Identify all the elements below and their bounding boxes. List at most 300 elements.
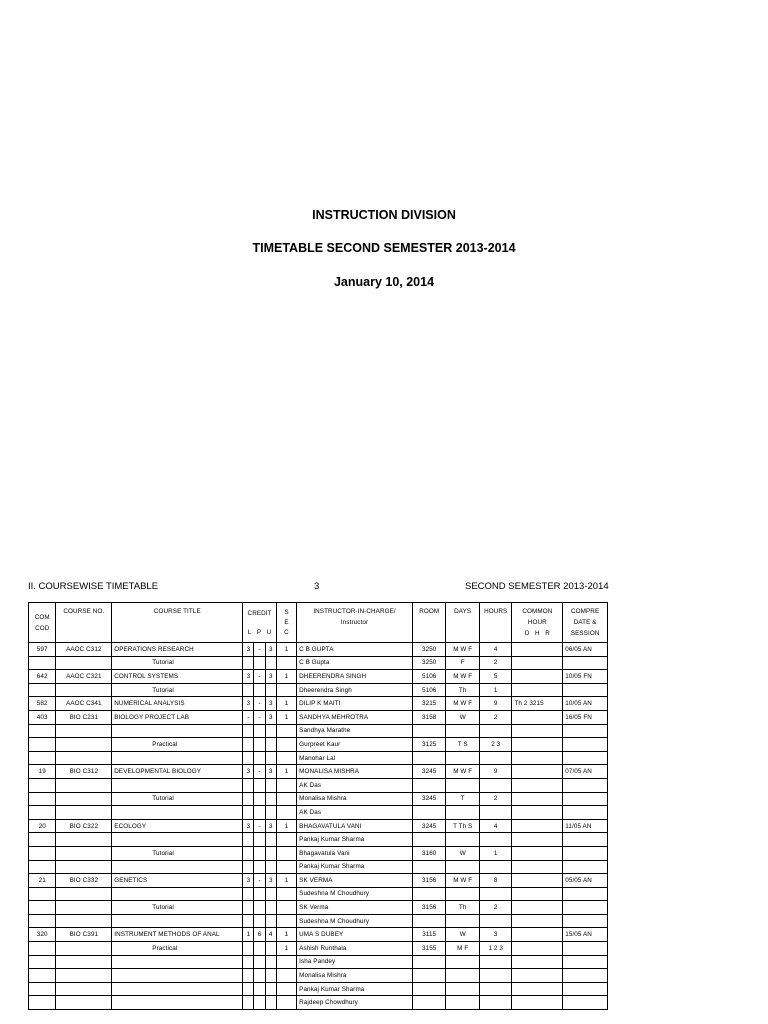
table-row	[29, 887, 608, 901]
hours-cell	[479, 982, 512, 996]
course-title-cell: GENETICS	[112, 874, 243, 888]
course-title-cell	[112, 969, 243, 983]
course-title-cell: Practical	[112, 738, 243, 752]
sec-cell: 1	[276, 765, 296, 779]
common-hour-cell	[512, 643, 563, 657]
course-no-cell: BIO C322	[56, 819, 112, 833]
hours-cell: 2	[479, 901, 512, 915]
table-row	[29, 969, 608, 983]
common-hour-cell	[512, 670, 563, 684]
course-no-cell: BIO C231	[56, 710, 112, 724]
days-cell: W	[446, 928, 480, 942]
course-title-cell: Practical	[112, 942, 243, 956]
common-hour-cell	[512, 792, 563, 806]
instructor-cell: SK Verma	[297, 901, 413, 915]
comcod-cell: 403	[29, 710, 56, 724]
credit-p-cell	[254, 914, 265, 928]
common-hour-cell	[512, 710, 563, 724]
col-credit	[243, 603, 277, 643]
compre-cell: 15/05 AN	[563, 928, 608, 942]
common-hour-label: COMMON HOUR	[522, 608, 553, 626]
course-no-cell	[56, 724, 112, 738]
comcod-cell: 597	[29, 643, 56, 657]
compre-cell	[563, 901, 608, 915]
comcod-cell: 642	[29, 670, 56, 684]
credit-p-cell	[254, 738, 265, 752]
compre-cell	[563, 955, 608, 969]
comcod-cell	[29, 683, 56, 697]
credit-label: CREDIT	[247, 609, 272, 617]
days-cell: F	[446, 656, 480, 670]
days-cell	[446, 887, 480, 901]
hours-cell: 2 3	[479, 738, 512, 752]
credit-l-cell	[243, 778, 254, 792]
course-no-cell	[56, 683, 112, 697]
hours-cell	[479, 955, 512, 969]
credit-l-cell	[243, 738, 254, 752]
course-no-cell	[56, 955, 112, 969]
sec-cell: 1	[276, 697, 296, 711]
sec-cell	[276, 778, 296, 792]
comcod-cell	[29, 982, 56, 996]
table-row	[29, 683, 608, 697]
course-no-cell	[56, 982, 112, 996]
table-row	[29, 874, 608, 888]
room-cell	[412, 982, 446, 996]
hours-cell: 5	[479, 670, 512, 684]
comcod-cell	[29, 914, 56, 928]
table-row	[29, 806, 608, 820]
credit-u-cell	[265, 724, 276, 738]
sec-cell: 1	[276, 928, 296, 942]
course-no-cell	[56, 806, 112, 820]
days-cell: Th	[446, 901, 480, 915]
credit-u-cell	[265, 683, 276, 697]
instructor-cell: Ashish Runthala	[297, 942, 413, 956]
hours-cell	[479, 887, 512, 901]
credit-u-cell	[265, 955, 276, 969]
sec-cell: 1	[276, 874, 296, 888]
semester-label: SECOND SEMESTER 2013-2014	[465, 581, 609, 592]
instructor-cell: C B Gupta	[297, 656, 413, 670]
credit-u-cell	[265, 942, 276, 956]
col-instructor: INSTRUCTOR-IN-CHARGE/ Instructor	[297, 603, 413, 643]
comcod-cell: 582	[29, 697, 56, 711]
room-cell: 3160	[412, 846, 446, 860]
instructor-cell: AK Das	[297, 806, 413, 820]
comcod-cell	[29, 806, 56, 820]
room-cell: 5106	[412, 683, 446, 697]
sec-cell	[276, 901, 296, 915]
credit-u-cell	[265, 901, 276, 915]
sec-cell: 1	[276, 643, 296, 657]
table-row	[29, 778, 608, 792]
common-hour-cell	[512, 751, 563, 765]
credit-p-cell	[254, 846, 265, 860]
instructor-cell: MONALISA MISHRA	[297, 765, 413, 779]
comcod-cell	[29, 656, 56, 670]
common-hour-cell	[512, 833, 563, 847]
course-no-cell	[56, 969, 112, 983]
common-hour-cell	[512, 765, 563, 779]
room-cell: 3115	[412, 928, 446, 942]
credit-p-cell	[254, 683, 265, 697]
credit-sub-label: L P U	[247, 628, 272, 636]
room-cell	[412, 724, 446, 738]
days-cell: T S	[446, 738, 480, 752]
course-title-cell: BIOLOGY PROJECT LAB	[112, 710, 243, 724]
room-cell	[412, 751, 446, 765]
days-cell: W	[446, 710, 480, 724]
instructor-cell: DILIP K MAITI	[297, 697, 413, 711]
instructor-cell: AK Das	[297, 778, 413, 792]
common-hour-cell	[512, 996, 563, 1010]
instructor-cell: Gurpreet Kaur	[297, 738, 413, 752]
room-cell	[412, 806, 446, 820]
hours-cell: 9	[479, 697, 512, 711]
course-title-cell	[112, 724, 243, 738]
comcod-cell	[29, 887, 56, 901]
hours-cell	[479, 751, 512, 765]
compre-cell	[563, 969, 608, 983]
comcod-cell: 320	[29, 928, 56, 942]
course-no-cell	[56, 751, 112, 765]
credit-l-cell	[243, 724, 254, 738]
room-cell	[412, 778, 446, 792]
common-hour-cell	[512, 901, 563, 915]
credit-l-cell	[243, 955, 254, 969]
credit-l-cell: 3	[243, 874, 254, 888]
course-no-cell	[56, 914, 112, 928]
comcod-cell	[29, 778, 56, 792]
compre-cell	[563, 683, 608, 697]
days-cell	[446, 833, 480, 847]
table-row	[29, 643, 608, 657]
table-header-row	[29, 603, 608, 643]
days-cell	[446, 955, 480, 969]
days-cell	[446, 996, 480, 1010]
hours-cell	[479, 778, 512, 792]
course-title-cell	[112, 955, 243, 969]
credit-u-cell	[265, 860, 276, 874]
course-title-cell	[112, 860, 243, 874]
days-cell: M W F	[446, 643, 480, 657]
days-cell	[446, 969, 480, 983]
sec-cell: 1	[276, 942, 296, 956]
room-cell: 3245	[412, 819, 446, 833]
course-no-cell	[56, 833, 112, 847]
comcod-cell	[29, 955, 56, 969]
instructor-cell: Pankaj Kumar Sharma	[297, 982, 413, 996]
credit-p-cell	[254, 982, 265, 996]
hours-cell: 2	[479, 710, 512, 724]
course-no-cell: BIO C312	[56, 765, 112, 779]
compre-cell	[563, 806, 608, 820]
col-room: ROOM	[412, 603, 446, 643]
common-hour-cell	[512, 955, 563, 969]
sec-cell	[276, 833, 296, 847]
credit-l-cell	[243, 806, 254, 820]
course-title-cell: OPERATIONS RESEARCH	[112, 643, 243, 657]
compre-cell	[563, 724, 608, 738]
credit-p-cell	[254, 860, 265, 874]
common-hour-cell	[512, 942, 563, 956]
common-hour-cell	[512, 724, 563, 738]
hours-cell: 3	[479, 928, 512, 942]
days-cell: T Th S	[446, 819, 480, 833]
table-row	[29, 942, 608, 956]
credit-p-cell	[254, 792, 265, 806]
hours-cell	[479, 860, 512, 874]
instructor-cell: Sudeshna M Choudhury	[297, 887, 413, 901]
days-cell	[446, 806, 480, 820]
credit-l-cell	[243, 846, 254, 860]
days-cell: M W F	[446, 670, 480, 684]
room-cell: 3250	[412, 656, 446, 670]
comcod-cell	[29, 942, 56, 956]
hours-cell: 9	[479, 765, 512, 779]
hours-cell: 1 2 3	[479, 942, 512, 956]
hours-cell	[479, 833, 512, 847]
room-cell: 5106	[412, 670, 446, 684]
sec-cell	[276, 792, 296, 806]
col-course-title: COURSE TITLE	[112, 603, 243, 643]
comcod-cell	[29, 860, 56, 874]
table-row	[29, 751, 608, 765]
room-cell	[412, 955, 446, 969]
credit-u-cell	[265, 887, 276, 901]
section-title: II. COURSEWISE TIMETABLE	[28, 581, 159, 592]
credit-l-cell	[243, 996, 254, 1010]
course-no-cell	[56, 738, 112, 752]
days-cell: M W F	[446, 874, 480, 888]
credit-l-cell	[243, 656, 254, 670]
credit-l-cell	[243, 969, 254, 983]
credit-u-cell: 3	[265, 765, 276, 779]
col-days: DAYS	[446, 603, 480, 643]
room-cell: 3155	[412, 942, 446, 956]
compre-cell	[563, 996, 608, 1010]
room-cell: 3245	[412, 765, 446, 779]
course-no-cell	[56, 778, 112, 792]
credit-p-cell	[254, 901, 265, 915]
compre-cell: 05/05 AN	[563, 874, 608, 888]
col-compre: COMPRE DATE & SESSION	[563, 603, 608, 643]
credit-l-cell: 3	[243, 819, 254, 833]
course-no-cell	[56, 846, 112, 860]
compre-cell	[563, 738, 608, 752]
sec-cell	[276, 982, 296, 996]
comcod-cell	[29, 724, 56, 738]
sec-cell	[276, 996, 296, 1010]
days-cell	[446, 982, 480, 996]
common-hour-sub-label: D H R	[524, 630, 550, 637]
course-title-cell: ECOLOGY	[112, 819, 243, 833]
credit-p-cell: 6	[254, 928, 265, 942]
compre-cell	[563, 751, 608, 765]
instructor-cell: UMA S DUBEY	[297, 928, 413, 942]
credit-u-cell	[265, 982, 276, 996]
sec-cell	[276, 656, 296, 670]
course-no-cell	[56, 901, 112, 915]
credit-l-cell	[243, 833, 254, 847]
table-row	[29, 996, 608, 1010]
instructor-cell: DHEERENDRA SINGH	[297, 670, 413, 684]
credit-u-cell: 3	[265, 819, 276, 833]
credit-p-cell	[254, 751, 265, 765]
credit-l-cell	[243, 914, 254, 928]
days-cell: W	[446, 846, 480, 860]
days-cell: M W F	[446, 765, 480, 779]
compre-cell	[563, 778, 608, 792]
credit-l-cell	[243, 942, 254, 956]
room-cell: 3125	[412, 738, 446, 752]
credit-l-cell: 3	[243, 697, 254, 711]
course-title-cell	[112, 914, 243, 928]
days-cell: M W F	[446, 697, 480, 711]
sec-cell: 1	[276, 819, 296, 833]
credit-l-cell	[243, 683, 254, 697]
course-no-cell: AAOC C312	[56, 643, 112, 657]
document-date: January 10, 2014	[333, 275, 435, 289]
instructor-cell: Pankaj Kumar Sharma	[297, 833, 413, 847]
room-cell: 3156	[412, 901, 446, 915]
days-cell	[446, 751, 480, 765]
credit-p-cell: -	[254, 697, 265, 711]
sec-cell	[276, 914, 296, 928]
credit-p-cell: -	[254, 819, 265, 833]
common-hour-cell	[512, 874, 563, 888]
hours-cell	[479, 806, 512, 820]
common-hour-cell	[512, 683, 563, 697]
credit-p-cell	[254, 724, 265, 738]
course-no-cell	[56, 860, 112, 874]
sec-cell	[276, 846, 296, 860]
course-title-cell	[112, 887, 243, 901]
course-title-cell: Tutorial	[112, 846, 243, 860]
credit-p-cell	[254, 656, 265, 670]
table-row	[29, 697, 608, 711]
compre-cell	[563, 982, 608, 996]
credit-p-cell	[254, 887, 265, 901]
credit-p-cell	[254, 996, 265, 1010]
sec-cell	[276, 738, 296, 752]
common-hour-cell	[512, 778, 563, 792]
table-row	[29, 860, 608, 874]
common-hour-cell	[512, 656, 563, 670]
days-cell: Th	[446, 683, 480, 697]
compre-cell	[563, 792, 608, 806]
room-cell: 3215	[412, 697, 446, 711]
table-row	[29, 670, 608, 684]
hours-cell	[479, 996, 512, 1010]
common-hour-cell	[512, 969, 563, 983]
credit-u-cell	[265, 751, 276, 765]
room-cell: 3245	[412, 792, 446, 806]
credit-l-cell	[243, 887, 254, 901]
table-row	[29, 819, 608, 833]
days-cell	[446, 860, 480, 874]
credit-p-cell	[254, 942, 265, 956]
credit-u-cell	[265, 914, 276, 928]
common-hour-cell: Th 2 3215	[512, 697, 563, 711]
comcod-cell: 19	[29, 765, 56, 779]
room-cell	[412, 833, 446, 847]
sec-cell	[276, 806, 296, 820]
instructor-cell: Rajdeep Chowdhury	[297, 996, 413, 1010]
course-no-cell	[56, 656, 112, 670]
compre-cell	[563, 656, 608, 670]
common-hour-cell	[512, 860, 563, 874]
table-row	[29, 928, 608, 942]
credit-l-cell	[243, 901, 254, 915]
common-hour-cell	[512, 819, 563, 833]
compre-cell	[563, 887, 608, 901]
course-title-cell	[112, 996, 243, 1010]
credit-l-cell: 3	[243, 765, 254, 779]
credit-p-cell	[254, 833, 265, 847]
credit-l-cell	[243, 751, 254, 765]
table-row	[29, 901, 608, 915]
credit-p-cell: -	[254, 670, 265, 684]
room-cell: 3156	[412, 874, 446, 888]
credit-p-cell	[254, 955, 265, 969]
hours-cell: 4	[479, 819, 512, 833]
col-course-no: COURSE NO.	[56, 603, 112, 643]
credit-p-cell: -	[254, 765, 265, 779]
hours-cell	[479, 914, 512, 928]
division-title: INSTRUCTION DIVISION	[312, 208, 456, 222]
credit-p-cell	[254, 778, 265, 792]
table-row	[29, 792, 608, 806]
course-no-cell	[56, 887, 112, 901]
credit-p-cell	[254, 806, 265, 820]
sec-cell	[276, 751, 296, 765]
table-body	[29, 643, 608, 1010]
credit-u-cell	[265, 833, 276, 847]
room-cell: 3250	[412, 643, 446, 657]
course-title-cell: Tutorial	[112, 901, 243, 915]
compre-cell	[563, 846, 608, 860]
course-no-cell	[56, 792, 112, 806]
page-number: 3	[314, 581, 320, 592]
credit-u-cell: 3	[265, 697, 276, 711]
compre-cell	[563, 942, 608, 956]
instructor-cell: C B GUPTA	[297, 643, 413, 657]
comcod-cell	[29, 846, 56, 860]
course-no-cell	[56, 942, 112, 956]
compre-cell: 11/05 AN	[563, 819, 608, 833]
days-cell	[446, 914, 480, 928]
table-row	[29, 656, 608, 670]
comcod-cell	[29, 738, 56, 752]
room-cell	[412, 914, 446, 928]
comcod-cell	[29, 969, 56, 983]
instructor-cell: Isha Pandey	[297, 955, 413, 969]
common-hour-cell	[512, 738, 563, 752]
course-title-cell	[112, 751, 243, 765]
instructor-cell: Bhagavatula Vani	[297, 846, 413, 860]
common-hour-cell	[512, 806, 563, 820]
credit-p-cell: -	[254, 710, 265, 724]
compre-cell: 07/05 AN	[563, 765, 608, 779]
compre-cell: 06/05 AN	[563, 643, 608, 657]
course-no-cell: BIO C391	[56, 928, 112, 942]
course-title-cell: Tutorial	[112, 656, 243, 670]
table-row	[29, 833, 608, 847]
room-cell	[412, 996, 446, 1010]
instructor-cell: Monalisa Mishra	[297, 792, 413, 806]
